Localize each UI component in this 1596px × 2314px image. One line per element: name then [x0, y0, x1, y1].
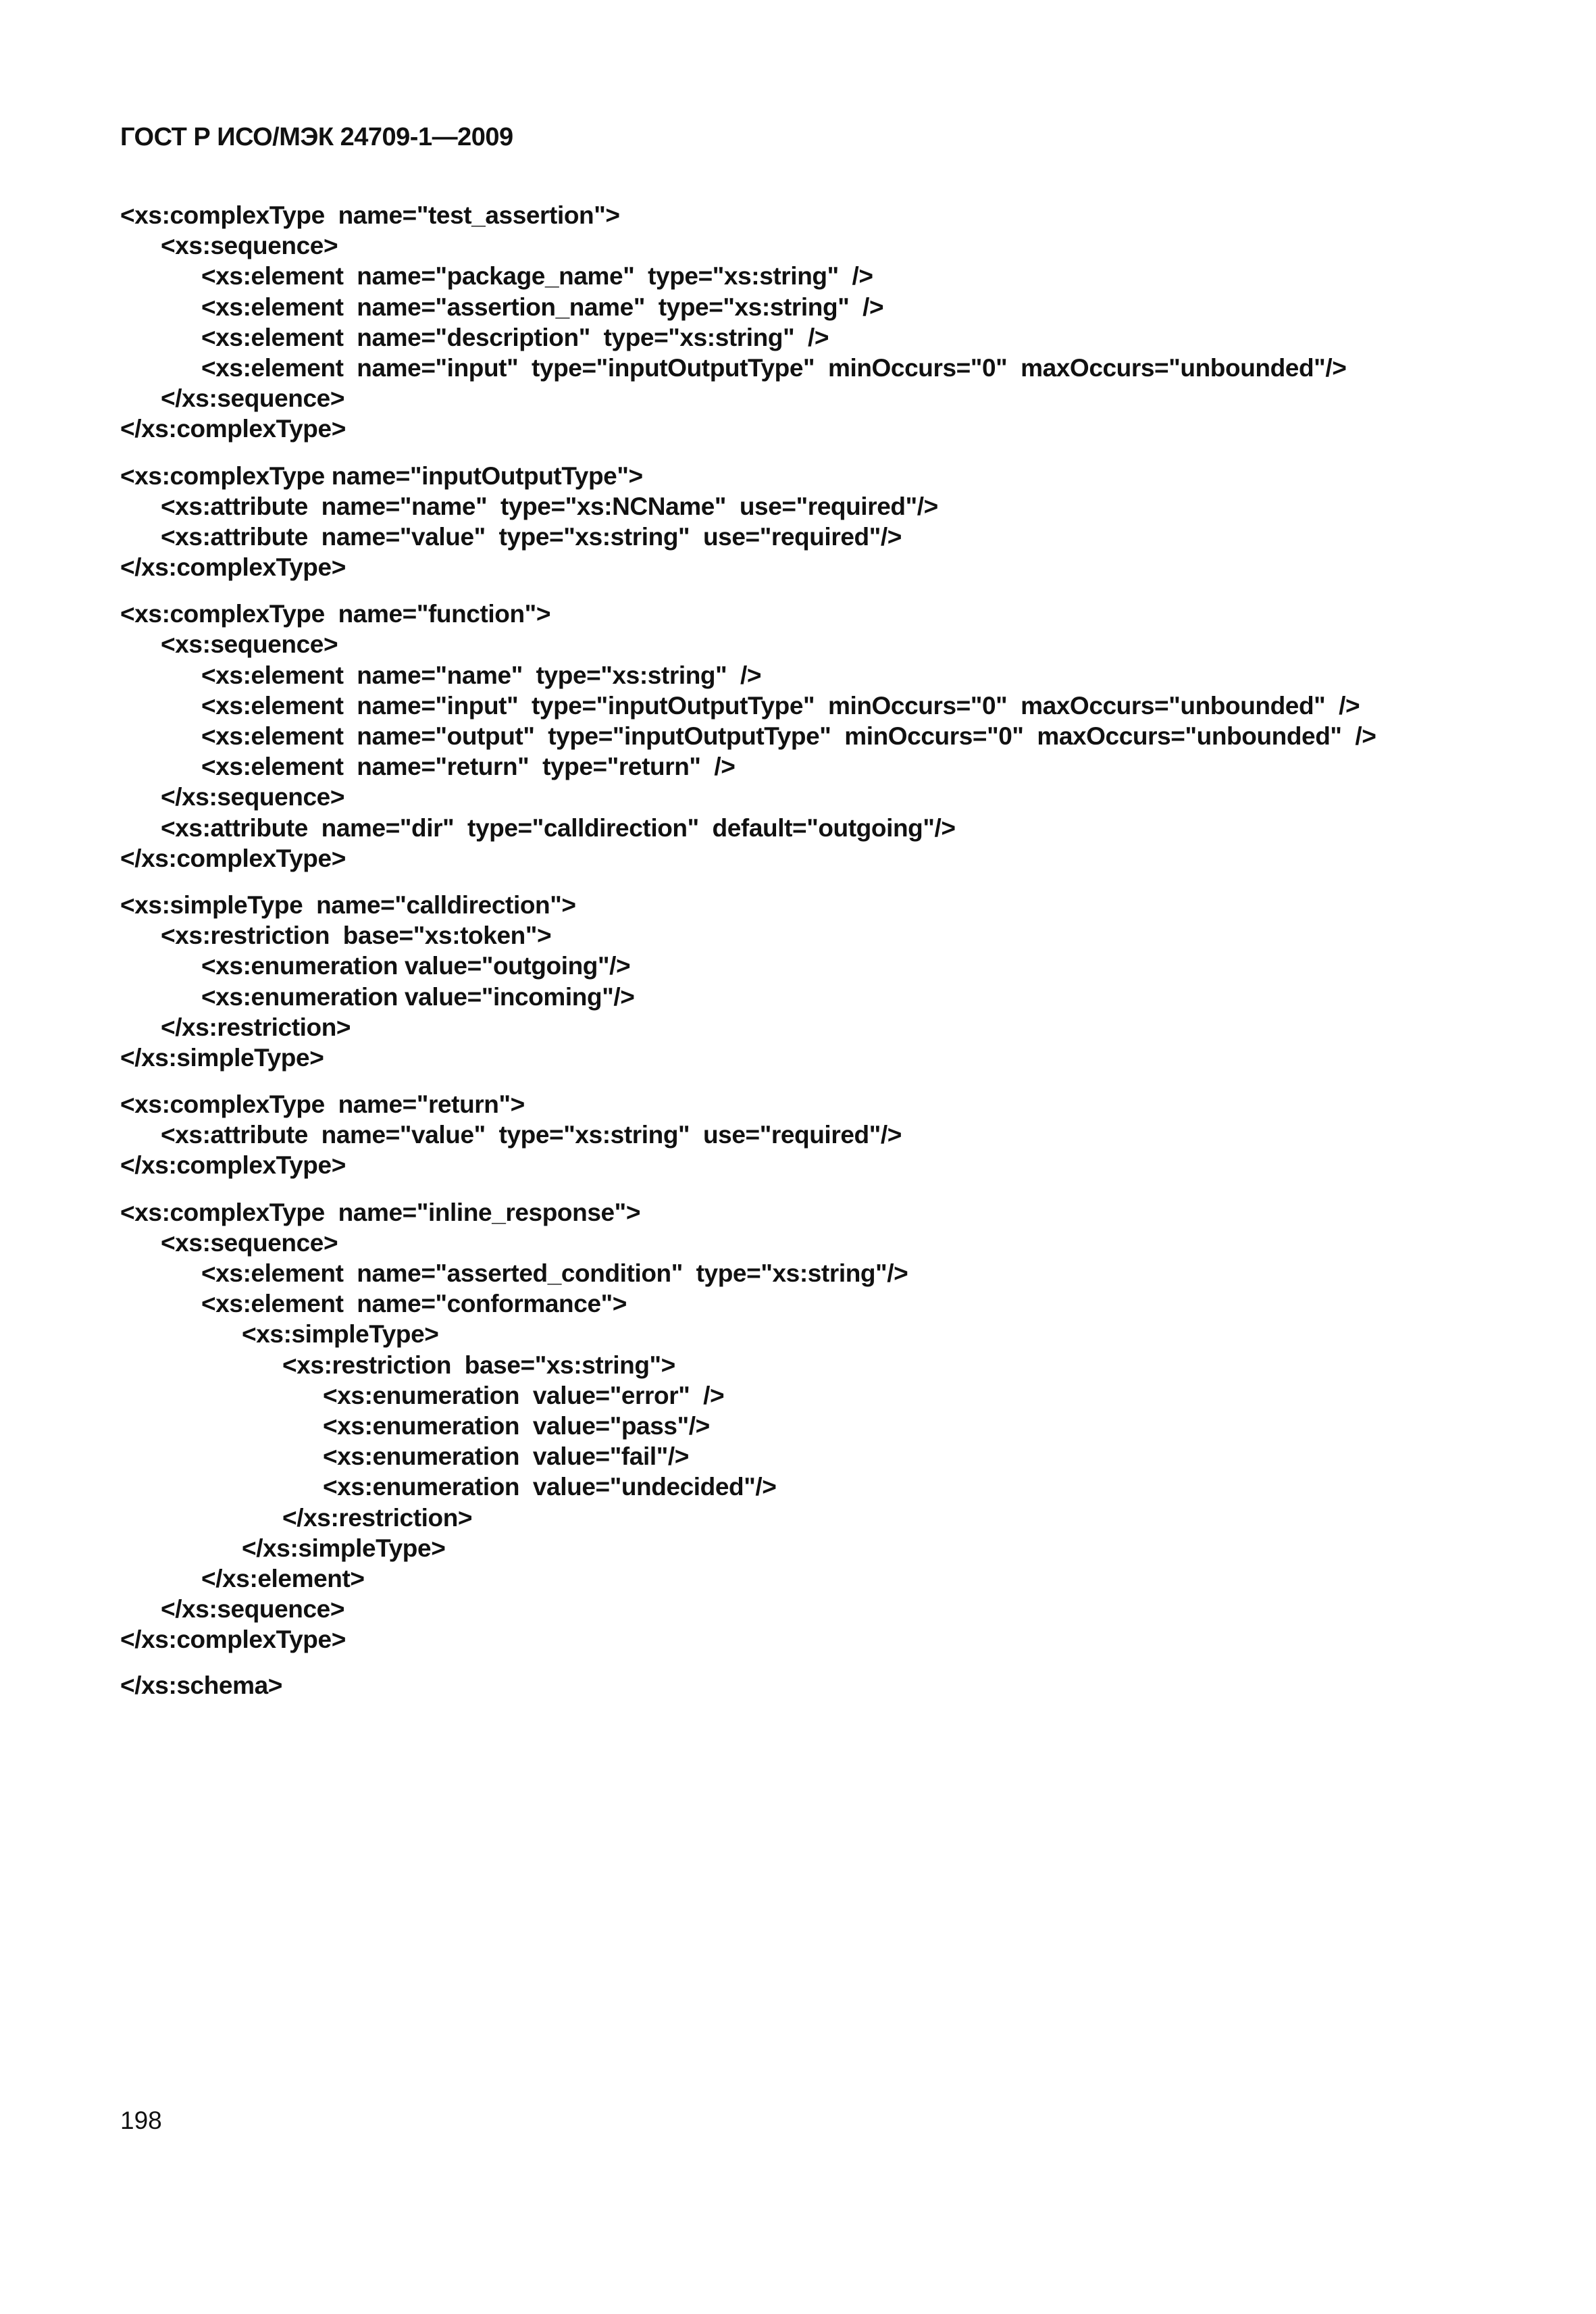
- code-line: <xs:element name="description" type="xs:string" />: [201, 323, 829, 351]
- code-line: </xs:complexType>: [120, 415, 346, 443]
- code-line: <xs:complexType name="return">: [120, 1090, 525, 1119]
- code-group: [120, 1089, 1471, 1181]
- xml-schema-code-block: [120, 200, 1471, 1671]
- code-line: </xs:complexType>: [120, 1151, 346, 1180]
- code-line: </xs:complexType>: [120, 844, 346, 872]
- code-line: <xs:element name="package_name" type="xs:string" />: [201, 262, 873, 291]
- code-line: </xs:restriction>: [161, 1013, 351, 1041]
- code-line: <xs:restriction base="xs:token">: [161, 922, 552, 950]
- code-line: <xs:sequence>: [161, 232, 338, 260]
- code-line: <xs:complexType name="function">: [120, 600, 551, 628]
- code-line: <xs:simpleType>: [242, 1320, 439, 1349]
- code-line: </xs:complexType>: [120, 1626, 346, 1654]
- code-line: <xs:attribute name="name" type="xs:NCName" use="required"/>: [161, 492, 938, 520]
- code-line: </xs:sequence>: [161, 1595, 345, 1624]
- code-line: <xs:complexType name="inputOutputType">: [120, 461, 643, 490]
- code-line: <xs:sequence>: [161, 1228, 338, 1257]
- code-line: <xs:element name="return" type="return" />: [201, 753, 736, 781]
- code-line: </xs:sequence>: [161, 783, 345, 811]
- code-line: <xs:attribute name="value" type="xs:string" use="required"/>: [161, 522, 902, 551]
- code-group: [120, 200, 1471, 445]
- code-group: [120, 461, 1471, 583]
- schema-closing-tag: </xs:schema>: [120, 1671, 282, 1699]
- code-line: <xs:attribute name="dir" type="calldirection" default="outgoing"/>: [161, 813, 956, 842]
- code-line: <xs:attribute name="value" type="xs:string" use="required"/>: [161, 1121, 902, 1149]
- code-line: <xs:enumeration value="incoming"/>: [201, 982, 635, 1011]
- code-line: <xs:enumeration value="undecided"/>: [323, 1473, 777, 1501]
- code-line: <xs:enumeration value="pass"/>: [323, 1411, 710, 1440]
- code-line: <xs:sequence>: [161, 630, 338, 659]
- code-group: [120, 599, 1471, 874]
- document-header: ГОСТ Р ИСО/МЭК 24709-1—2009: [120, 123, 513, 151]
- code-line: <xs:element name="conformance">: [201, 1290, 627, 1318]
- code-line: <xs:simpleType name="calldirection">: [120, 890, 576, 919]
- code-line: </xs:simpleType>: [242, 1534, 446, 1562]
- code-line: </xs:restriction>: [282, 1503, 473, 1532]
- code-line: </xs:simpleType>: [120, 1043, 324, 1072]
- code-group: [120, 890, 1471, 1073]
- code-line: <xs:complexType name="inline_response">: [120, 1198, 641, 1226]
- code-line: <xs:element name="input" type="inputOutputType" minOccurs="0" maxOccurs="unbounded" />: [201, 691, 1360, 720]
- page-number: 198: [120, 2107, 162, 2134]
- code-line: </xs:sequence>: [161, 384, 345, 413]
- code-line: <xs:enumeration value="fail"/>: [323, 1442, 689, 1471]
- code-line: <xs:element name="input" type="inputOutputType" minOccurs="0" maxOccurs="unbounded"/>: [201, 353, 1347, 382]
- code-line: <xs:element name="assertion_name" type="xs:string" />: [201, 293, 884, 321]
- code-line: <xs:complexType name="test_assertion">: [120, 201, 620, 229]
- code-group: [120, 1197, 1471, 1655]
- code-line: <xs:element name="asserted_condition" type="xs:string"/>: [201, 1259, 908, 1287]
- code-line: </xs:complexType>: [120, 553, 346, 582]
- code-line: </xs:element>: [201, 1564, 365, 1592]
- code-line: <xs:enumeration value="outgoing"/>: [201, 952, 631, 980]
- code-line: <xs:enumeration value="error" />: [323, 1381, 725, 1409]
- code-line: <xs:element name="output" type="inputOutputType" minOccurs="0" maxOccurs="unbounded" />: [201, 722, 1376, 750]
- code-line: <xs:restriction base="xs:string">: [282, 1351, 675, 1379]
- code-line: <xs:element name="name" type="xs:string" />: [201, 661, 762, 689]
